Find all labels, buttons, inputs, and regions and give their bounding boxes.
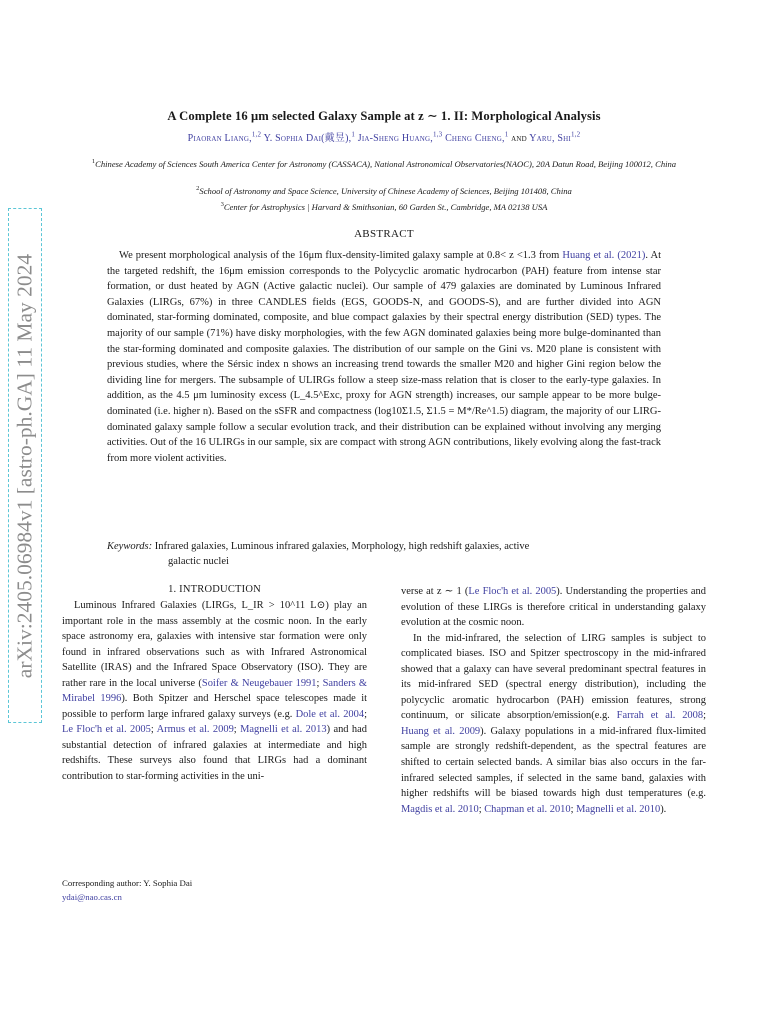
citation-link[interactable]: Farrah et al. 2008: [616, 710, 704, 722]
left-column: [62, 584, 367, 785]
keywords-line-1: Infrared galaxies, Luminous infrared galaxies, Morphology, high redshift galaxies, active: [154, 541, 530, 552]
keywords-label: Keywords:: [107, 541, 153, 552]
author-3: Jia-Sheng Huang,$^{1,3}$: [357, 130, 443, 144]
citation-link[interactable]: Le Floc'h et al. 2005: [62, 724, 151, 736]
affiliation-1: $^1$Chinese Academy of Sciences South America Center for Astronomy (CASSACA), National Astronomical Observatories(NAOC), 20A Datun Road, Beijing 100012, China: [91, 158, 677, 169]
author-list: [0, 129, 768, 144]
email-link[interactable]: ydai@nao.cas.cn: [62, 892, 122, 902]
citation-link[interactable]: Magnelli et al. 2010: [576, 803, 661, 815]
abstract-body: We present morphological analysis of the 16μm flux-density-limited galaxy sample at 0.8< z <1.3 from Huang et al. (2021). At the targeted redshift, the 16μm emission corresponds to the Polycyclic aromatic hydrocarbon (PAH) feature from intense star formation, or dust heated by AGN (Active galactic nuclei). Our sample of 479 galaxies are dominated by Luminous Infrared Galaxies (LIRGs, 67%) in three CANDLES fields (EGS, GOODS-N, and GOODS-S), and are further divided into AGN dominated, star-forming dominated, composite, and blue compact galaxies by their spectral energy distribution (SED) types. The majority of our sample (71%) have disky morphologies, with the few AGN dominated galaxies being more bulge-dominanted than the star-forming dominated and composite galaxies. The distribution of our sample on the Gini vs. M20 plane is consistent with previous studies, where the Sérsic index n shows an increasing trend towards the smaller M20 and higher Gini region below the dividing line for mergers. The subsample of ULIRGs follow a steep size-mass relation that is closer to the early-type galaxies. In addition, as the 4.5 μm luminosity excess (L_4.5^Exc, proxy for AGN strength) increases, our sample appear to be more bulge-dominated (i.e. higher n). Based on the sSFR and compactness (log10Σ1.5, Σ1.5 = M*/Re^1.5) diagram, the majority of our LIRG-dominated galaxy sample follow a secular evolution track, and their distribution can be explained without involving any merging activities. Out of the 16 ULIRGs in our sample, six are compact with strong AGN contributions, likely evolving along the fast-track from more violent activities.: [107, 250, 661, 464]
citation-link[interactable]: Le Floc'h et al. 2005: [468, 586, 557, 597]
arxiv-stamp[interactable]: [8, 208, 42, 723]
corresponding-author: [62, 876, 192, 904]
arxiv-stamp-text: arXiv:2405.06984v1 [astro-ph.GA] 11 May 2024: [12, 253, 37, 678]
intro-paragraph-2: In the mid-infrared, the selection of LIRG samples is subject to complicated biases. ISO and Spitzer spectroscopy in the mid-infrared showed that a galaxy can have several predominant spectral features in its mid-infrared SED (spectral energy distribution), including the polycyclic aromatic hydrocarbon (PAH) emission features, strong continuum, or silicate absorption/emission(e.g. Farrah et al. 2008; Huang et al. 2009). Galaxy populations in a mid-infrared flux-limited sample are strongly redshift-dependent, as the spectral features are shifted to certain selected bands. A similar bias also occurs in the far-infrared selected samples, if selected in the same band, galaxies with higher redshifts will be biased towards high dust temperatures (e.g. Magdis et al. 2010; Chapman et al. 2010; Magnelli et al. 2010).: [401, 632, 706, 815]
citation-link[interactable]: Dole et al. 2004: [295, 708, 365, 720]
author-4: Cheng Cheng,$^1$: [445, 130, 509, 144]
keywords: [107, 539, 661, 570]
abstract-heading: ABSTRACT: [354, 228, 414, 240]
authors-and: and: [511, 133, 527, 144]
citation-link[interactable]: Magnelli et al. 2013: [240, 724, 327, 736]
citation-link[interactable]: Magdis et al. 2010: [401, 803, 479, 815]
author-5: Yaru, Shi$^{1,2}$: [529, 130, 581, 144]
corresponding-author-label: Corresponding author: Y. Sophia Dai: [62, 878, 193, 888]
intro-paragraph-1-cont: verse at z ∼ 1 (Le Floc'h et al. 2005). Understanding the properties and evolution of these LIRGs is therefore critical in understanding galaxy evolution at the cosmic noon.: [401, 586, 706, 629]
citation-link[interactable]: Huang et al. 2009: [401, 725, 481, 737]
right-column: [401, 584, 706, 817]
section-heading: 1. INTRODUCTION: [168, 584, 261, 595]
intro-paragraph-1: Luminous Infrared Galaxies (LIRGs, L_IR > 10^11 L⊙) play an important role in the mass assembly at the cosmic noon. In the early space astronomy era, galaxies with intensive star formation were only found in infrared observations such as with Infrared Astronomical Satellite (IRAS) and the Infrared Space Observatory (ISO). They are rather rare in the local universe (Soifer & Neugebauer 1991; Sanders & Mirabel 1996). Both Spitzer and Herschel space telescopes made it possible to perform large infrared galaxy surveys (e.g. Dole et al. 2004; Le Floc'h et al. 2005; Armus et al. 2009; Magnelli et al. 2013) and had substantial detection of infrared galaxies at intermediate and high redshifts. These surveys also found that LIRGs had a dominant contribution to star-forming activities in the uni-: [62, 600, 367, 783]
affiliation-2: $^2$School of Astronomy and Space Science, University of Chinese Academy of Sciences, Beijing 101408, China: [196, 185, 572, 196]
citation-link[interactable]: Soifer & Neugebauer 1991: [201, 677, 317, 689]
paper-title: A Complete 16 μm selected Galaxy Sample at z ∼ 1. II: Morphological Analysis: [167, 109, 601, 123]
author-2: Y. Sophia Dai(戴昱),$^1$: [263, 130, 356, 144]
author-1: Piaoran Liang,$^{1,2}$: [187, 130, 262, 144]
keywords-line-2: galactic nuclei: [168, 556, 229, 568]
affiliation-3: $^3$Center for Astrophysics | Harvard & Smithsonian, 60 Garden St., Cambridge, MA 02138 USA: [220, 201, 548, 212]
citation-link[interactable]: Chapman et al. 2010: [484, 803, 571, 815]
citation-link[interactable]: Huang et al. (2021): [562, 250, 646, 261]
citation-link[interactable]: Sanders & Mirabel 1996: [62, 677, 367, 705]
citation-link[interactable]: Armus et al. 2009: [156, 724, 234, 736]
